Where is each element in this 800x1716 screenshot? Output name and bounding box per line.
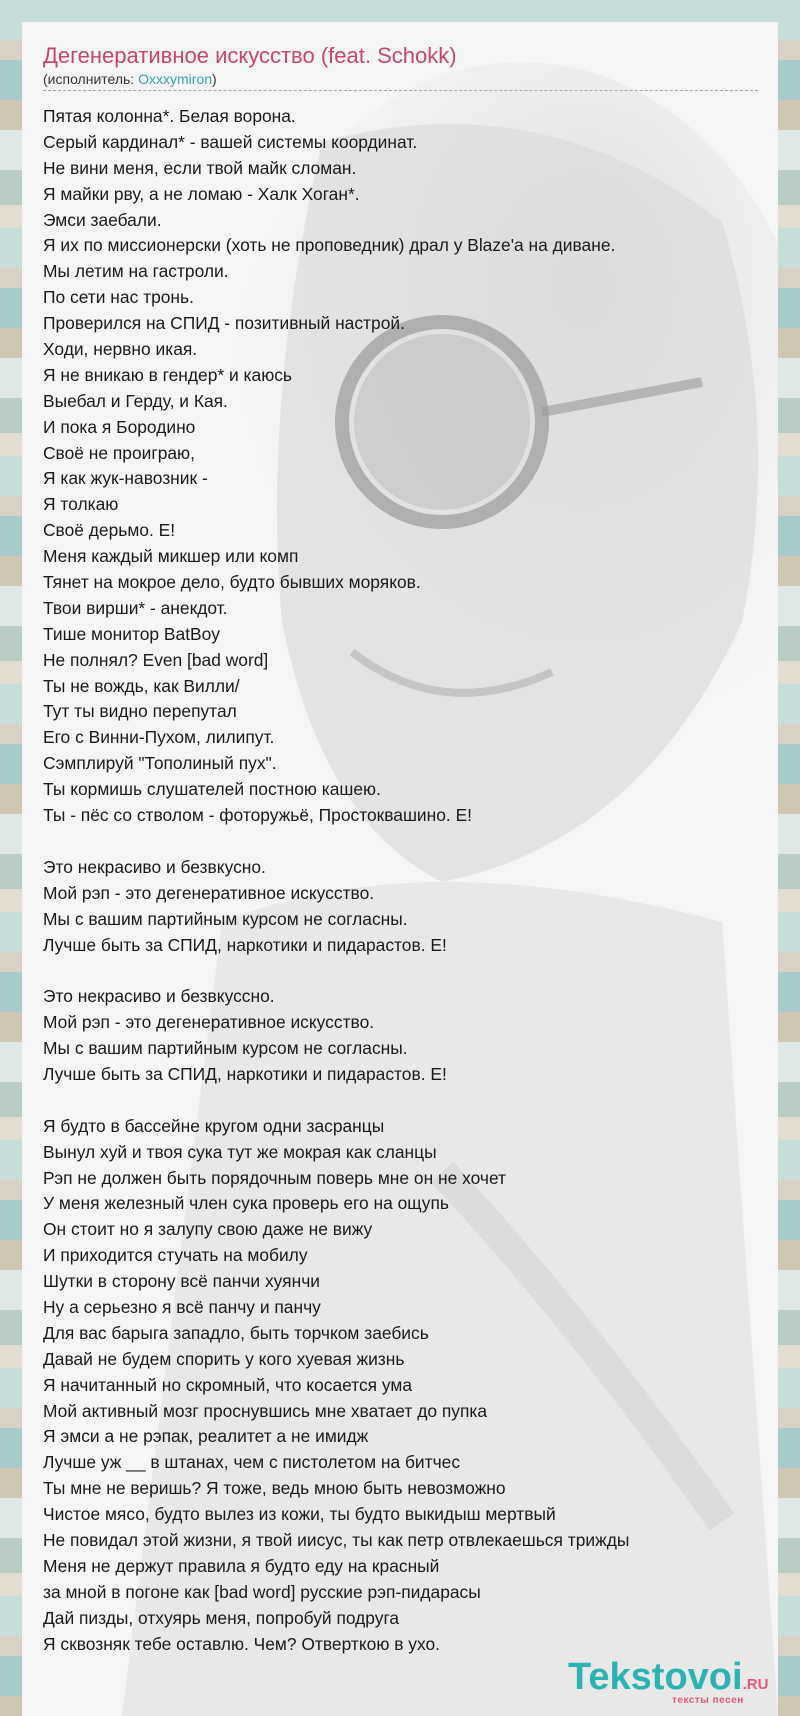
lyrics-blank-line — [43, 958, 773, 984]
logo-tagline: тексты песен — [672, 1695, 744, 1706]
lyrics-line: Я будто в бассейне кругом одни засранцы — [43, 1115, 385, 1136]
performer-prefix: (исполнитель: — [43, 71, 139, 87]
lyrics-line: Лучше быть за СПИД, наркотики и пидарастов. Е! — [43, 1063, 447, 1084]
lyrics-line: Это некрасиво и безвкусно. — [43, 856, 266, 877]
lyrics-line: Я эмси а не рэпак, реалитет а не имидж — [43, 1426, 369, 1447]
lyrics-line: Не полнял? Even [bad word] — [43, 649, 269, 670]
lyrics-line: У меня железный член сука проверь его на ощупь — [43, 1193, 449, 1214]
lyrics-line: Я толкаю — [43, 494, 119, 515]
lyrics-line: Чистое мясо, будто вылез из кожи, ты будто выкидыш мертвый — [43, 1504, 556, 1525]
performer-line — [43, 70, 758, 91]
lyrics-line: Лучше быть за СПИД, наркотики и пидарастов. Е! — [43, 934, 447, 955]
lyrics-line: Я как жук-навозник - — [43, 468, 208, 489]
lyrics-line: Меня каждый микшер или комп — [43, 546, 299, 567]
lyrics-line: Серый кардинал* - вашей системы координат. — [43, 131, 418, 152]
lyrics-line: Выебал и Герду, и Кая. — [43, 390, 228, 411]
lyrics-line: Тянет на мокрое дело, будто бывших моряков. — [43, 572, 421, 593]
lyrics-line: Я сквозняк тебе оставлю. Чем? Отверткою в ухо. — [43, 1633, 440, 1654]
lyrics-line: Мы летим на гастроли. — [43, 261, 229, 282]
lyrics-line: Лучше уж __ в штанах, чем с пистолетом на битчес — [43, 1452, 461, 1473]
lyrics-line: Не повидал этой жизни, я твой иисус, ты как петр отвлекаешься трижды — [43, 1529, 630, 1550]
lyrics-line: И пока я Бородино — [43, 416, 196, 437]
lyrics-line: Давай не будем спорить у кого хуевая жизнь — [43, 1348, 405, 1369]
lyrics-line: Ты мне не веришь? Я тоже, ведь мною быть невозможно — [43, 1478, 506, 1499]
lyrics-line: Ну а серьезно я всё панчу и панчу — [43, 1296, 321, 1317]
lyrics-line: Эмси заебали. — [43, 209, 162, 230]
lyrics-line: Я майки рву, а не ломаю - Халк Хоган*. — [43, 183, 360, 204]
lyrics-line: Мы с вашим партийным курсом не согласны. — [43, 908, 408, 929]
lyrics-line: Проверился на СПИД - позитивный настрой. — [43, 313, 405, 334]
lyrics-line: Я не вникаю в гендер* и каюсь — [43, 364, 292, 385]
lyrics-line: Пятая колонна*. Белая ворона. — [43, 106, 296, 126]
performer-link[interactable]: Oxxxymiron — [138, 71, 212, 87]
performer-suffix: ) — [212, 71, 217, 87]
lyrics-line: Сэмплируй "Тополиный пух". — [43, 753, 277, 774]
lyrics-line: По сети нас тронь. — [43, 287, 194, 308]
lyrics-line: Вынул хуй и твоя сука тут же мокрая как сланцы — [43, 1141, 437, 1162]
lyrics-blank-line — [43, 1088, 773, 1114]
lyrics-text — [43, 104, 773, 1657]
lyrics-line: Дай пизды, отхуярь меня, попробуй подруга — [43, 1607, 400, 1628]
lyrics-line: за мной в погоне как [bad word] русские рэп-пидарасы — [43, 1581, 481, 1602]
logo-tld: .RU — [742, 1676, 769, 1693]
lyrics-line: Своё дерьмо. Е! — [43, 520, 176, 541]
lyrics-line: Я начитанный но скромный, что косается ума — [43, 1374, 413, 1395]
lyrics-line: Мой рэп - это дегенеративное искусство. — [43, 882, 375, 903]
lyrics-line: Мой рэп - это дегенеративное искусство. — [43, 1012, 375, 1033]
lyrics-line: Это некрасиво и безвкуссно. — [43, 986, 275, 1007]
lyrics-line: Рэп не должен быть порядочным поверь мне он не хочет — [43, 1167, 507, 1188]
lyrics-line: Своё не проиграю, — [43, 442, 195, 463]
lyrics-line: Мы с вашим партийным курсом не согласны. — [43, 1038, 408, 1059]
lyrics-line: Твои вирши* - анекдот. — [43, 597, 228, 618]
lyrics-line: Не вини меня, если твой майк сломан. — [43, 157, 357, 178]
lyrics-line: Тут ты видно перепутал — [43, 701, 237, 722]
lyrics-line: Ты - пёс со стволом - фоторужьё, Простоквашино. Е! — [43, 805, 473, 826]
lyrics-line: Он стоит но я залупу свою даже не вижу — [43, 1219, 373, 1240]
lyrics-card — [22, 22, 778, 1716]
lyrics-line: Мой активный мозг проснувшись мне хватает до пупка — [43, 1400, 488, 1421]
lyrics-line: Ходи, нервно икая. — [43, 339, 198, 360]
lyrics-line: Ты кормишь слушателей постною кашею. — [43, 779, 381, 800]
lyrics-line: Для вас барыга западло, быть торчком заебись — [43, 1322, 429, 1343]
lyrics-line: Тише монитор BatBoy — [43, 623, 220, 644]
song-title: Дегенеративное искусство (feat. Schokk) — [43, 43, 457, 68]
lyrics-line: Я их по миссионерски (хоть не проповедник) драл у Blaze'а на диване. — [43, 235, 616, 256]
lyrics-line: Меня не держут правила я будто еду на красный — [43, 1555, 440, 1576]
lyrics-line: И приходится стучать на мобилу — [43, 1245, 308, 1266]
site-logo[interactable] — [568, 1657, 778, 1716]
lyrics-blank-line — [43, 829, 773, 855]
song-header — [43, 42, 758, 91]
logo-name: Tekstovoi — [568, 1656, 743, 1698]
lyrics-line: Его с Винни-Пухом, лилипут. — [43, 727, 275, 748]
lyrics-line: Шутки в сторону всё панчи хуянчи — [43, 1271, 320, 1292]
lyrics-line: Ты не вождь, как Вилли/ — [43, 675, 240, 696]
